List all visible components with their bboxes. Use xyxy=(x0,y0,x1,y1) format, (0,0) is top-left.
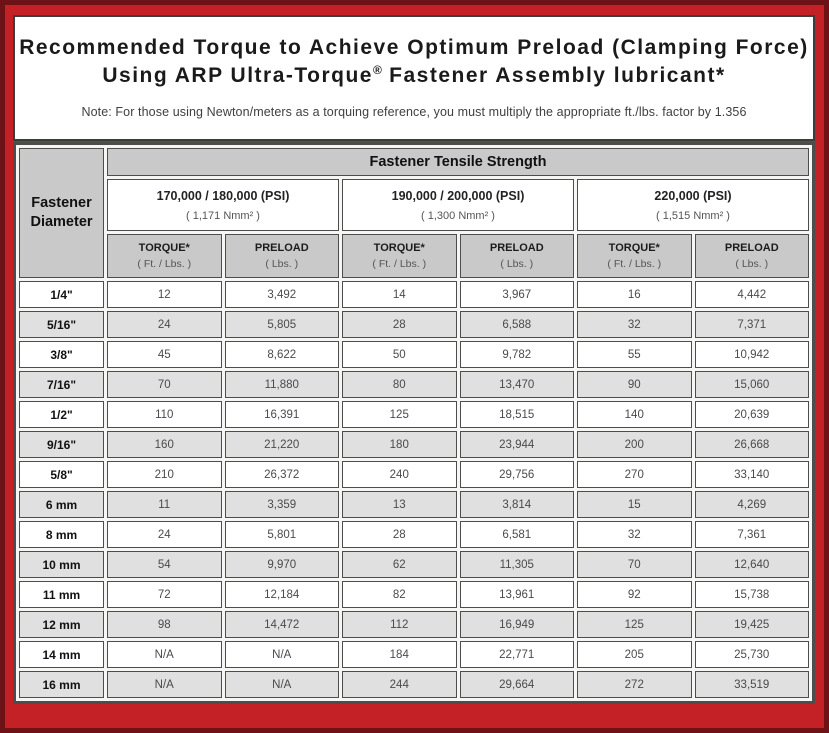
preload-value-cell: N/A xyxy=(225,641,340,668)
torque-value-cell: 270 xyxy=(577,461,692,488)
torque-column-header xyxy=(577,234,692,278)
table-row xyxy=(19,431,809,458)
torque-table-body xyxy=(19,281,809,698)
table-row xyxy=(19,371,809,398)
column-header-row xyxy=(19,234,809,278)
preload-value-cell: 7,371 xyxy=(695,311,810,338)
preload-label: PRELOAD xyxy=(254,242,309,254)
preload-value-cell: 16,949 xyxy=(460,611,575,638)
torque-value-cell: 112 xyxy=(342,611,457,638)
torque-value-cell: 72 xyxy=(107,581,222,608)
torque-unit: ( Ft. / Lbs. ) xyxy=(137,258,192,270)
registered-trademark-symbol: ® xyxy=(372,63,382,78)
fastener-diameter-cell: 14 mm xyxy=(19,641,104,668)
torque-value-cell: 210 xyxy=(107,461,222,488)
fastener-diameter-cell: 1/4" xyxy=(19,281,104,308)
torque-value-cell: 70 xyxy=(577,551,692,578)
table-row xyxy=(19,341,809,368)
preload-value-cell: 9,970 xyxy=(225,551,340,578)
preload-value-cell: 14,472 xyxy=(225,611,340,638)
torque-value-cell: 62 xyxy=(342,551,457,578)
preload-value-cell: 13,470 xyxy=(460,371,575,398)
preload-column-header xyxy=(460,234,575,278)
table-row xyxy=(19,581,809,608)
preload-value-cell: 6,581 xyxy=(460,521,575,548)
torque-value-cell: 24 xyxy=(107,311,222,338)
torque-value-cell: 16 xyxy=(577,281,692,308)
torque-value-cell: 92 xyxy=(577,581,692,608)
table-row xyxy=(19,461,809,488)
fastener-diameter-header-line2: Diameter xyxy=(30,214,93,230)
fastener-diameter-cell: 5/16" xyxy=(19,311,104,338)
preload-value-cell: 9,782 xyxy=(460,341,575,368)
preload-value-cell: 21,220 xyxy=(225,431,340,458)
conversion-note: Note: For those using Newton/meters as a torquing reference, you must multiply the appropriate ft./lbs. factor by 1.356 xyxy=(81,104,747,119)
preload-value-cell: 22,771 xyxy=(460,641,575,668)
psi-group-3 xyxy=(577,179,809,231)
preload-value-cell: 12,640 xyxy=(695,551,810,578)
torque-preload-table xyxy=(13,142,815,704)
psi-group-2-label: 190,000 / 200,000 (PSI) xyxy=(391,188,525,203)
psi-group-1 xyxy=(107,179,339,231)
torque-unit: ( Ft. / Lbs. ) xyxy=(607,258,662,270)
preload-column-header xyxy=(225,234,340,278)
table-row xyxy=(19,521,809,548)
preload-value-cell: 11,880 xyxy=(225,371,340,398)
torque-value-cell: N/A xyxy=(107,671,222,698)
torque-column-header xyxy=(107,234,222,278)
torque-column-header xyxy=(342,234,457,278)
torque-value-cell: 140 xyxy=(577,401,692,428)
preload-value-cell: N/A xyxy=(225,671,340,698)
tensile-strength-header-row xyxy=(19,148,809,176)
torque-value-cell: 110 xyxy=(107,401,222,428)
fastener-diameter-cell: 3/8" xyxy=(19,341,104,368)
fastener-diameter-cell: 10 mm xyxy=(19,551,104,578)
title-line2-text: Using ARP Ultra-Torque xyxy=(102,64,373,88)
preload-value-cell: 18,515 xyxy=(460,401,575,428)
psi-group-1-label: 170,000 / 180,000 (PSI) xyxy=(156,188,290,203)
torque-value-cell: 12 xyxy=(107,281,222,308)
preload-unit: ( Lbs. ) xyxy=(735,258,769,270)
preload-value-cell: 8,622 xyxy=(225,341,340,368)
torque-value-cell: 28 xyxy=(342,311,457,338)
torque-value-cell: 244 xyxy=(342,671,457,698)
tensile-strength-header: Fastener Tensile Strength xyxy=(107,148,809,176)
preload-value-cell: 7,361 xyxy=(695,521,810,548)
preload-value-cell: 29,664 xyxy=(460,671,575,698)
torque-value-cell: 24 xyxy=(107,521,222,548)
preload-value-cell: 15,060 xyxy=(695,371,810,398)
fastener-diameter-cell: 1/2" xyxy=(19,401,104,428)
torque-value-cell: 98 xyxy=(107,611,222,638)
torque-value-cell: 54 xyxy=(107,551,222,578)
psi-group-3-metric: ( 1,515 Nmm² ) xyxy=(656,209,730,222)
torque-value-cell: 50 xyxy=(342,341,457,368)
torque-value-cell: 80 xyxy=(342,371,457,398)
fastener-diameter-cell: 12 mm xyxy=(19,611,104,638)
torque-value-cell: 55 xyxy=(577,341,692,368)
torque-label: TORQUE* xyxy=(608,242,660,254)
torque-value-cell: 11 xyxy=(107,491,222,518)
torque-value-cell: 15 xyxy=(577,491,692,518)
preload-value-cell: 29,756 xyxy=(460,461,575,488)
torque-value-cell: 160 xyxy=(107,431,222,458)
preload-value-cell: 20,639 xyxy=(695,401,810,428)
preload-value-cell: 5,801 xyxy=(225,521,340,548)
torque-value-cell: 45 xyxy=(107,341,222,368)
fastener-diameter-cell: 11 mm xyxy=(19,581,104,608)
preload-value-cell: 11,305 xyxy=(460,551,575,578)
table-row xyxy=(19,311,809,338)
torque-value-cell: 272 xyxy=(577,671,692,698)
torque-value-cell: 184 xyxy=(342,641,457,668)
preload-value-cell: 12,184 xyxy=(225,581,340,608)
preload-value-cell: 10,942 xyxy=(695,341,810,368)
table-row xyxy=(19,281,809,308)
fastener-diameter-header xyxy=(19,148,104,278)
torque-value-cell: 180 xyxy=(342,431,457,458)
torque-value-cell: 125 xyxy=(342,401,457,428)
preload-unit: ( Lbs. ) xyxy=(265,258,299,270)
fastener-diameter-cell: 6 mm xyxy=(19,491,104,518)
psi-group-header-row xyxy=(19,179,809,231)
fastener-diameter-cell: 16 mm xyxy=(19,671,104,698)
torque-value-cell: N/A xyxy=(107,641,222,668)
psi-group-3-label: 220,000 (PSI) xyxy=(654,188,732,203)
preload-unit: ( Lbs. ) xyxy=(500,258,534,270)
torque-value-cell: 90 xyxy=(577,371,692,398)
table-row xyxy=(19,671,809,698)
preload-value-cell: 6,588 xyxy=(460,311,575,338)
torque-value-cell: 14 xyxy=(342,281,457,308)
preload-value-cell: 23,944 xyxy=(460,431,575,458)
torque-value-cell: 32 xyxy=(577,521,692,548)
torque-value-cell: 82 xyxy=(342,581,457,608)
table-row xyxy=(19,611,809,638)
torque-unit: ( Ft. / Lbs. ) xyxy=(372,258,427,270)
preload-value-cell: 3,967 xyxy=(460,281,575,308)
page-title-line1: Recommended Torque to Achieve Optimum Preload (Clamping Force) xyxy=(19,36,809,59)
torque-label: TORQUE* xyxy=(138,242,190,254)
preload-value-cell: 33,140 xyxy=(695,461,810,488)
preload-value-cell: 33,519 xyxy=(695,671,810,698)
torque-value-cell: 125 xyxy=(577,611,692,638)
preload-value-cell: 26,668 xyxy=(695,431,810,458)
torque-value-cell: 205 xyxy=(577,641,692,668)
psi-group-2 xyxy=(342,179,574,231)
preload-value-cell: 4,442 xyxy=(695,281,810,308)
torque-value-cell: 28 xyxy=(342,521,457,548)
preload-value-cell: 3,359 xyxy=(225,491,340,518)
table-row xyxy=(19,401,809,428)
preload-value-cell: 16,391 xyxy=(225,401,340,428)
preload-value-cell: 13,961 xyxy=(460,581,575,608)
preload-column-header xyxy=(695,234,810,278)
preload-value-cell: 26,372 xyxy=(225,461,340,488)
preload-value-cell: 15,738 xyxy=(695,581,810,608)
table-row xyxy=(19,551,809,578)
title-box xyxy=(13,15,815,141)
torque-label: TORQUE* xyxy=(373,242,425,254)
fastener-diameter-cell: 7/16" xyxy=(19,371,104,398)
torque-value-cell: 70 xyxy=(107,371,222,398)
fastener-diameter-cell: 5/8" xyxy=(19,461,104,488)
preload-label: PRELOAD xyxy=(724,242,779,254)
preload-value-cell: 5,805 xyxy=(225,311,340,338)
table-row xyxy=(19,641,809,668)
torque-value-cell: 200 xyxy=(577,431,692,458)
psi-group-2-metric: ( 1,300 Nmm² ) xyxy=(421,209,495,222)
preload-value-cell: 3,492 xyxy=(225,281,340,308)
title-line2-text-after: Fastener Assembly lubricant* xyxy=(381,64,726,88)
fastener-diameter-cell: 9/16" xyxy=(19,431,104,458)
fastener-diameter-header-line1: Fastener xyxy=(31,195,92,212)
fastener-diameter-cell: 8 mm xyxy=(19,521,104,548)
table-row xyxy=(19,491,809,518)
torque-value-cell: 240 xyxy=(342,461,457,488)
preload-value-cell: 19,425 xyxy=(695,611,810,638)
torque-value-cell: 32 xyxy=(577,311,692,338)
torque-value-cell: 13 xyxy=(342,491,457,518)
preload-label: PRELOAD xyxy=(489,242,544,254)
preload-value-cell: 25,730 xyxy=(695,641,810,668)
preload-value-cell: 3,814 xyxy=(460,491,575,518)
page-title-line2 xyxy=(15,62,813,90)
psi-group-1-metric: ( 1,171 Nmm² ) xyxy=(186,209,260,222)
preload-value-cell: 4,269 xyxy=(695,491,810,518)
